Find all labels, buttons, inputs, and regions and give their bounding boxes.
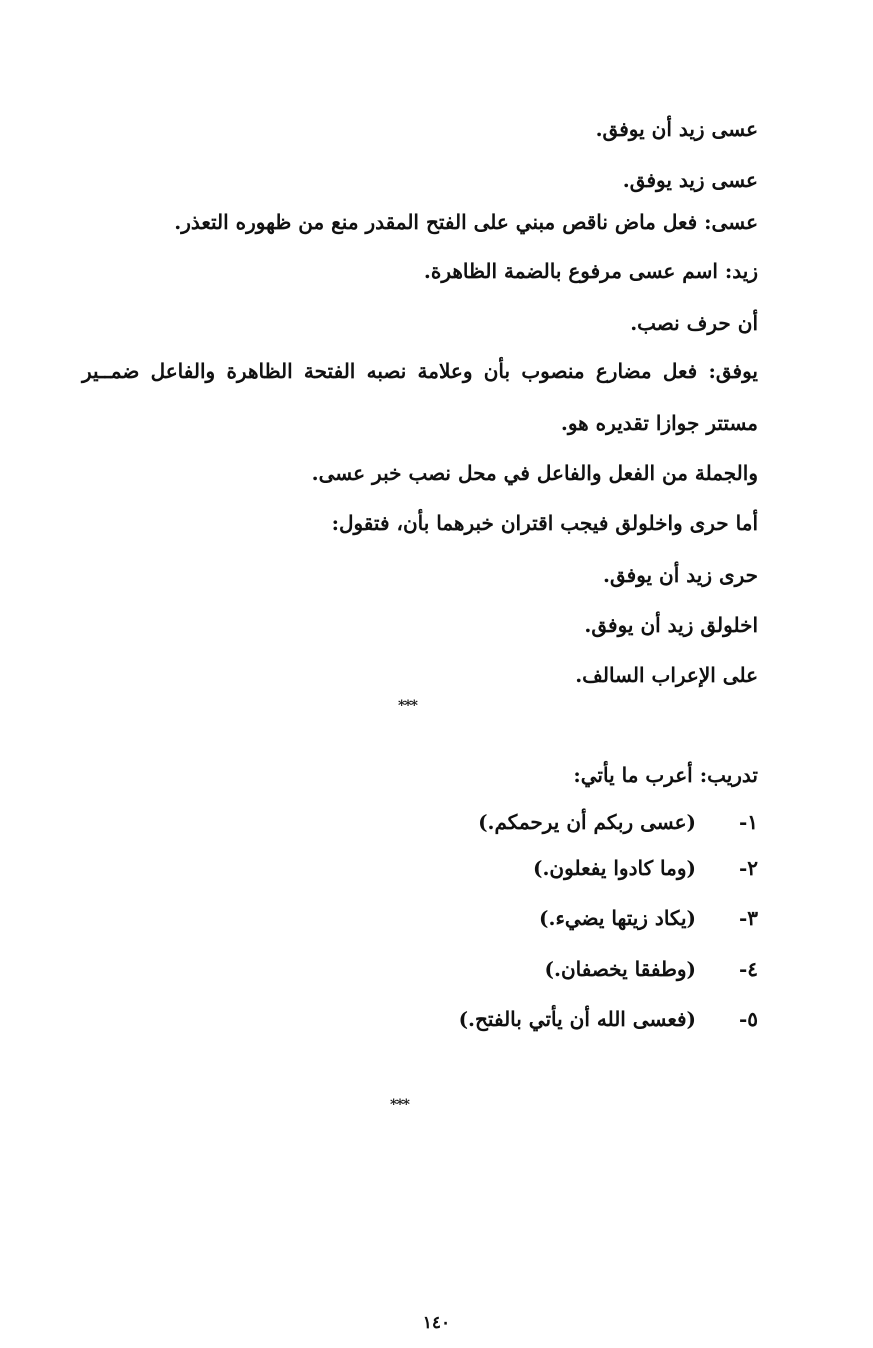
exercise-item xyxy=(545,954,758,984)
text-line-5: أن حرف نصب. xyxy=(630,311,758,335)
text-line-11: اخلولق زيد أن يوفق. xyxy=(584,613,758,637)
section-separator: *** xyxy=(390,1097,409,1113)
text-line-8: والجملة من الفعل والفاعل في محل نصب خبر عسى. xyxy=(311,461,758,485)
text-line-6: يوفق: فعل مضارع منصوب بأن وعلامة نصبه الفتحة الظاهرة والفاعل ضمــير xyxy=(82,359,758,383)
exercise-heading: تدريب: أعرب ما يأتي: xyxy=(573,763,758,787)
page-number: ١٤٠ xyxy=(422,1313,451,1333)
exercise-item-number: ٣- xyxy=(738,906,758,930)
exercise-item-number: ٥- xyxy=(738,1007,758,1031)
exercise-item-number: ٤- xyxy=(738,957,758,981)
text-line-2: عسى زيد يوفق. xyxy=(622,168,758,192)
exercise-item xyxy=(533,853,758,883)
text-line-10: حرى زيد أن يوفق. xyxy=(602,563,758,587)
text-line-12: على الإعراب السالف. xyxy=(575,663,758,687)
exercise-item xyxy=(459,1004,758,1034)
exercise-item xyxy=(539,903,758,933)
text-line-1: عسى زيد أن يوفق. xyxy=(595,117,758,141)
exercise-item-number: ٢- xyxy=(738,856,758,880)
exercise-item-number: ١- xyxy=(738,810,758,834)
text-line-7: مستتر جوازا تقديره هو. xyxy=(560,411,758,435)
exercise-item-text: (وطفقا يخصفان.) xyxy=(544,957,696,981)
text-line-9: أما حرى واخلولق فيجب اقتران خبرهما بأن، فتقول: xyxy=(331,511,758,535)
text-line-4: زيد: اسم عسى مرفوع بالضمة الظاهرة. xyxy=(423,259,758,283)
exercise-item-text: (فعسى الله أن يأتي بالفتح.) xyxy=(458,1007,696,1031)
exercise-item-text: (وما كادوا يفعلون.) xyxy=(533,856,696,880)
exercise-item-text: (يكاد زيتها يضيء.) xyxy=(539,906,696,930)
section-separator: *** xyxy=(398,698,417,714)
exercise-item xyxy=(478,807,758,837)
text-line-3: عسى: فعل ماض ناقص مبني على الفتح المقدر منع من ظهوره التعذر. xyxy=(174,210,758,234)
exercise-item-text: (عسى ربكم أن يرحمكم.) xyxy=(478,810,696,834)
